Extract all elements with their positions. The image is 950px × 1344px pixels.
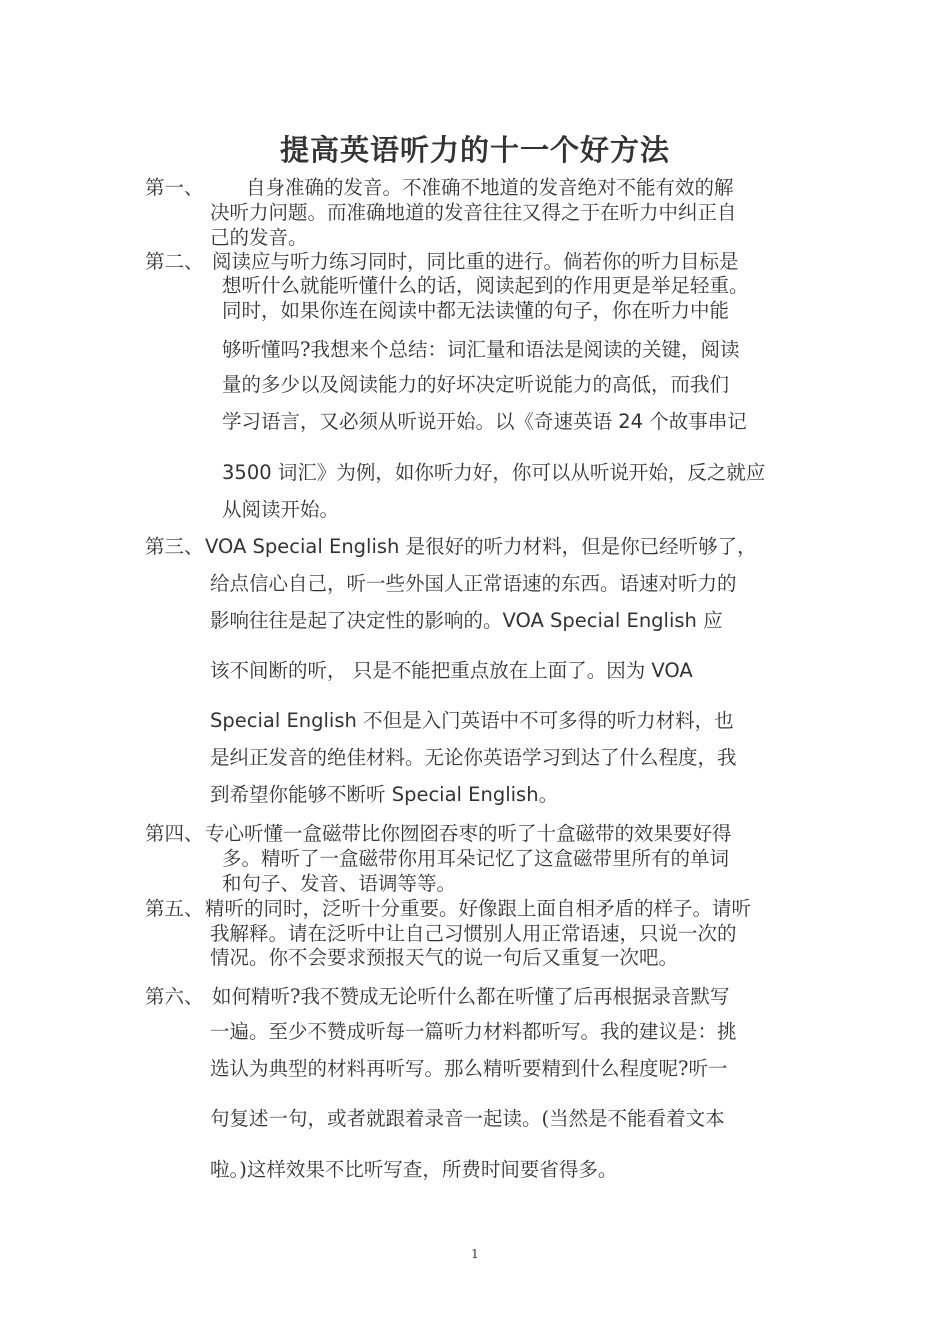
item-1-label: 第一、: [145, 176, 204, 199]
item-2-line: 同时，如果你连在阅读中都无法读懂的句子，你在听力中能: [222, 299, 730, 322]
item-3-line: 是纠正发音的绝佳材料。无论你英语学习到达了什么程度，我: [210, 746, 737, 769]
item-2-line: 3500 词汇》为例，如你听力好，你可以从听说开始，反之就应: [222, 461, 766, 484]
item-4-label: 第四、: [145, 822, 204, 845]
item-3-line: 该不间断的听， 只是不能把重点放在上面了。因为 VOA: [210, 659, 693, 682]
item-3-line: 影响往往是起了决定性的影响的。VOA Special English 应: [210, 609, 723, 632]
item-4-line: 专心听懂一盒磁带比你囫囵吞枣的听了十盒磁带的效果要好得: [205, 822, 732, 845]
item-2-label: 第二、: [145, 250, 204, 273]
item-3-line: Special English 不但是入门英语中不可多得的听力材料，也: [210, 709, 734, 732]
item-2-line: 从阅读开始。: [222, 498, 340, 521]
item-6-line: 句复述一句，或者就跟着录音一起读。(当然是不能看着文本: [210, 1107, 725, 1130]
item-6-line: 啦。)这样效果不比听写查，所费时间要省得多。: [210, 1158, 618, 1181]
item-5-line: 精听的同时，泛听十分重要。好像跟上面自相矛盾的样子。请听: [205, 897, 752, 920]
item-2-line: 想听什么就能听懂什么的话，阅读起到的作用更是举足轻重。: [222, 274, 749, 297]
item-1-line: 己的发音。: [210, 226, 308, 249]
item-2-line: 学习语言，又必须从听说开始。以《奇速英语 24 个故事串记: [222, 410, 747, 433]
item-3-line: VOA Special English 是很好的听力材料，但是你已经听够了，: [205, 535, 757, 558]
page-number: 1: [471, 1247, 479, 1261]
item-2-line: 够听懂吗?我想来个总结：词汇量和语法是阅读的关键，阅读: [222, 338, 740, 361]
item-5-line: 情况。你不会要求预报天气的说一句后又重复一次吧。: [210, 946, 679, 969]
item-6-line: 选认为典型的材料再听写。那么精听要精到什么程度呢?听一: [210, 1057, 728, 1080]
item-5-label: 第五、: [145, 897, 204, 920]
item-6-label: 第六、: [145, 985, 204, 1008]
item-1-line: 自身准确的发音。不准确不地道的发音绝对不能有效的解: [246, 176, 734, 199]
item-1-line: 决听力问题。而准确地道的发音往往又得之于在听力中纠正自: [210, 201, 737, 224]
item-3-label: 第三、: [145, 535, 204, 558]
page-title: 提高英语听力的十一个好方法: [279, 133, 670, 167]
item-6-line: 一遍。至少不赞成听每一篇听力材料都听写。我的建议是：挑: [210, 1020, 737, 1043]
item-5-line: 我解释。请在泛听中让自己习惯别人用正常语速，只说一次的: [210, 922, 737, 945]
item-3-line: 到希望你能够不断听 Special English。: [210, 783, 559, 806]
item-2-line: 阅读应与听力练习同时，同比重的进行。倘若你的听力目标是: [212, 250, 739, 273]
item-3-line: 给点信心自己，听一些外国人正常语速的东西。语速对听力的: [210, 572, 737, 595]
item-4-line: 多。精听了一盒磁带你用耳朵记忆了这盒磁带里所有的单词: [222, 847, 730, 870]
item-2-line: 量的多少以及阅读能力的好坏决定听说能力的高低，而我们: [222, 373, 730, 396]
item-6-line: 如何精听?我不赞成无论听什么都在听懂了后再根据录音默写: [212, 985, 730, 1008]
item-4-line: 和句子、发音、语调等等。: [222, 872, 457, 895]
